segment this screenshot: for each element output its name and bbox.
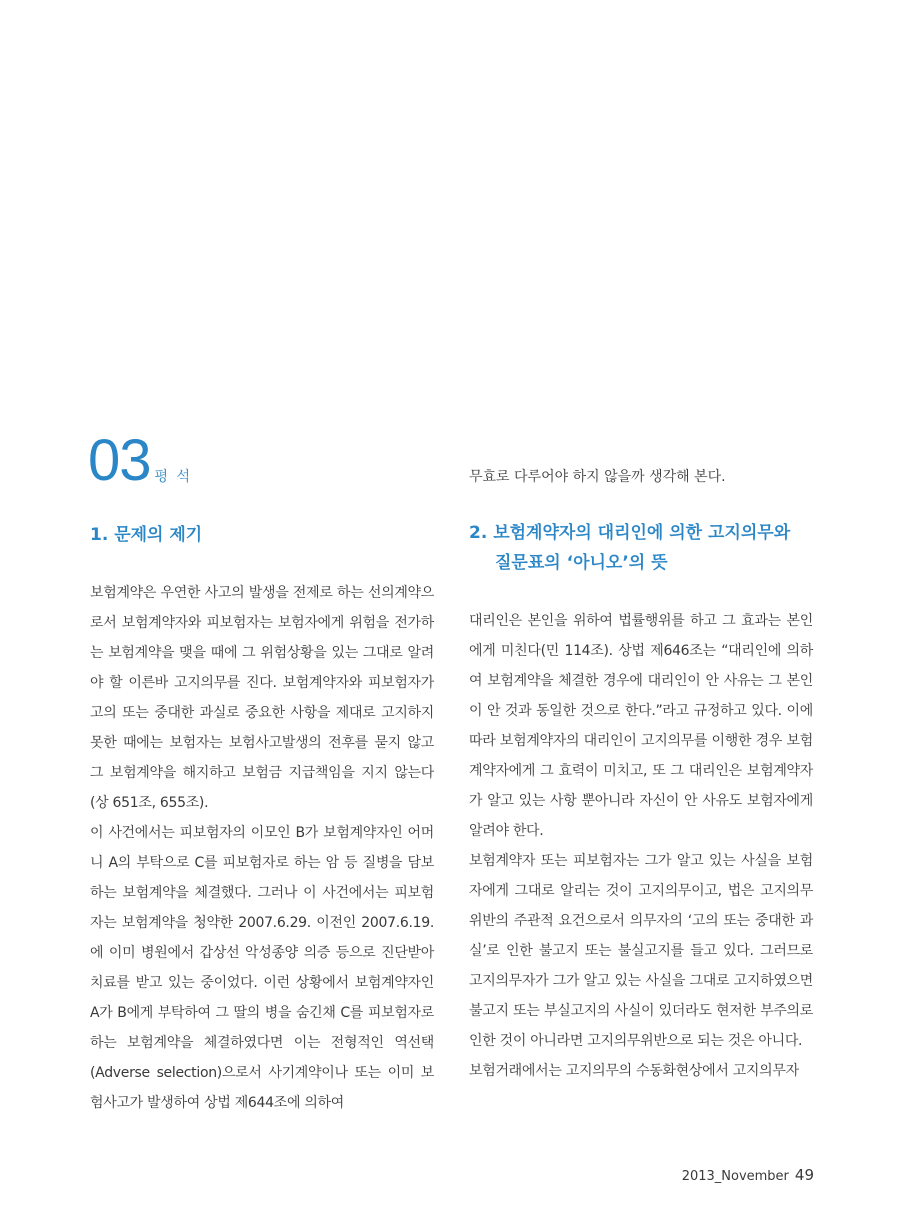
section-title: 평 석 bbox=[154, 469, 193, 485]
right-paragraph-2: 보험계약자 또는 피보험자는 그가 알고 있는 사실을 보험자에게 그대로 알리는 것이 고지의무이고, 법은 고지의무위반의 주관적 요건으로서 의무자의 ‘고의 또는 중대한 과실’로 인한 불고지 또는 불실고지를 들고 있다. 그러므로 고지의무자가 그가 알고 있는 사실을 그대로 고지하였으면 불고지 또는 부실고지의 사실이 있더라도 현저한 부주의로 인한 것이 아니라면 고지의무위반으로 되는 것은 아니다. bbox=[469, 853, 813, 1049]
left-paragraph-1: 보험계약은 우연한 사고의 발생을 전제로 하는 선의계약으로서 보험계약자와 피보험자는 보험자에게 위험을 전가하는 보험계약을 맺을 때에 그 위험상황을 있는 그대로 알려야 할 이른바 고지의무를 진다. 보험계약자와 피보험자가 고의 또는 중대한 과실로 중요한 사항을 제대로 고지하지 못한 때에는 보험자는 보험사고발생의 전후를 묻지 않고 그 보험계약을 해지하고 보험금 지급책임을 지지 않는다(상 651조, 655조). bbox=[90, 585, 434, 811]
page-number: 49 bbox=[794, 1166, 814, 1184]
heading-line-2: 질문표의 ‘아니오’의 뜻 bbox=[495, 553, 668, 573]
section-header bbox=[88, 428, 193, 493]
continued-line: 무효로 다루어야 하지 않을까 생각해 본다. bbox=[469, 469, 726, 485]
issue-label: 2013_November bbox=[681, 1169, 789, 1184]
left-paragraph-2: 이 사건에서는 피보험자의 이모인 B가 보험계약자인 어머니 A의 부탁으로 C를 피보험자로 하는 암 등 질병을 담보하는 보험계약을 체결했다. 그러나 이 사건에서는 피보험자는 보험계약을 청약한 2007.6.29. 이전인 2007.6.19.에 이미 병원에서 갑상선 악성종양 의증 등으로 진단받아 치료를 받고 있는 중이었다. 이런 상황에서 보험계약자인 A가 B에게 부탁하여 그 딸의 병을 숨긴채 C를 피보험자로 하는 보험계약을 체결하였다면 이는 전형적인 역선택(Adverse selection)으로서 사기계약이나 또는 이미 보험사고가 발생하여 상법 제644조에 의하여 bbox=[90, 825, 434, 1111]
right-column bbox=[469, 462, 813, 1086]
section-number: 03 bbox=[88, 428, 151, 493]
heading-line-1: 2. 보험계약자의 대리인에 의한 고지의무와 bbox=[469, 523, 791, 543]
right-paragraph-3: 보험거래에서는 고지의무의 수동화현상에서 고지의무자 bbox=[469, 1063, 799, 1079]
page-footer bbox=[682, 1166, 814, 1184]
left-column bbox=[90, 520, 434, 1118]
heading-problem: 1. 문제의 제기 bbox=[90, 525, 203, 545]
heading-agent-disclosure bbox=[469, 518, 813, 578]
right-paragraph-1: 대리인은 본인을 위하여 법률행위를 하고 그 효과는 본인에게 미친다(민 114조). 상법 제646조는 “대리인에 의하여 보험계약을 체결한 경우에 대리인이 안 사유는 그 본인이 안 것과 동일한 것으로 한다.”라고 규정하고 있다. 이에 따라 보험계약자의 대리인이 고지의무를 이행한 경우 보험계약자에게 그 효력이 미치고, 또 그 대리인은 보험계약자가 알고 있는 사항 뿐아니라 자신이 안 사유도 보험자에게 알려야 한다. bbox=[469, 613, 813, 839]
